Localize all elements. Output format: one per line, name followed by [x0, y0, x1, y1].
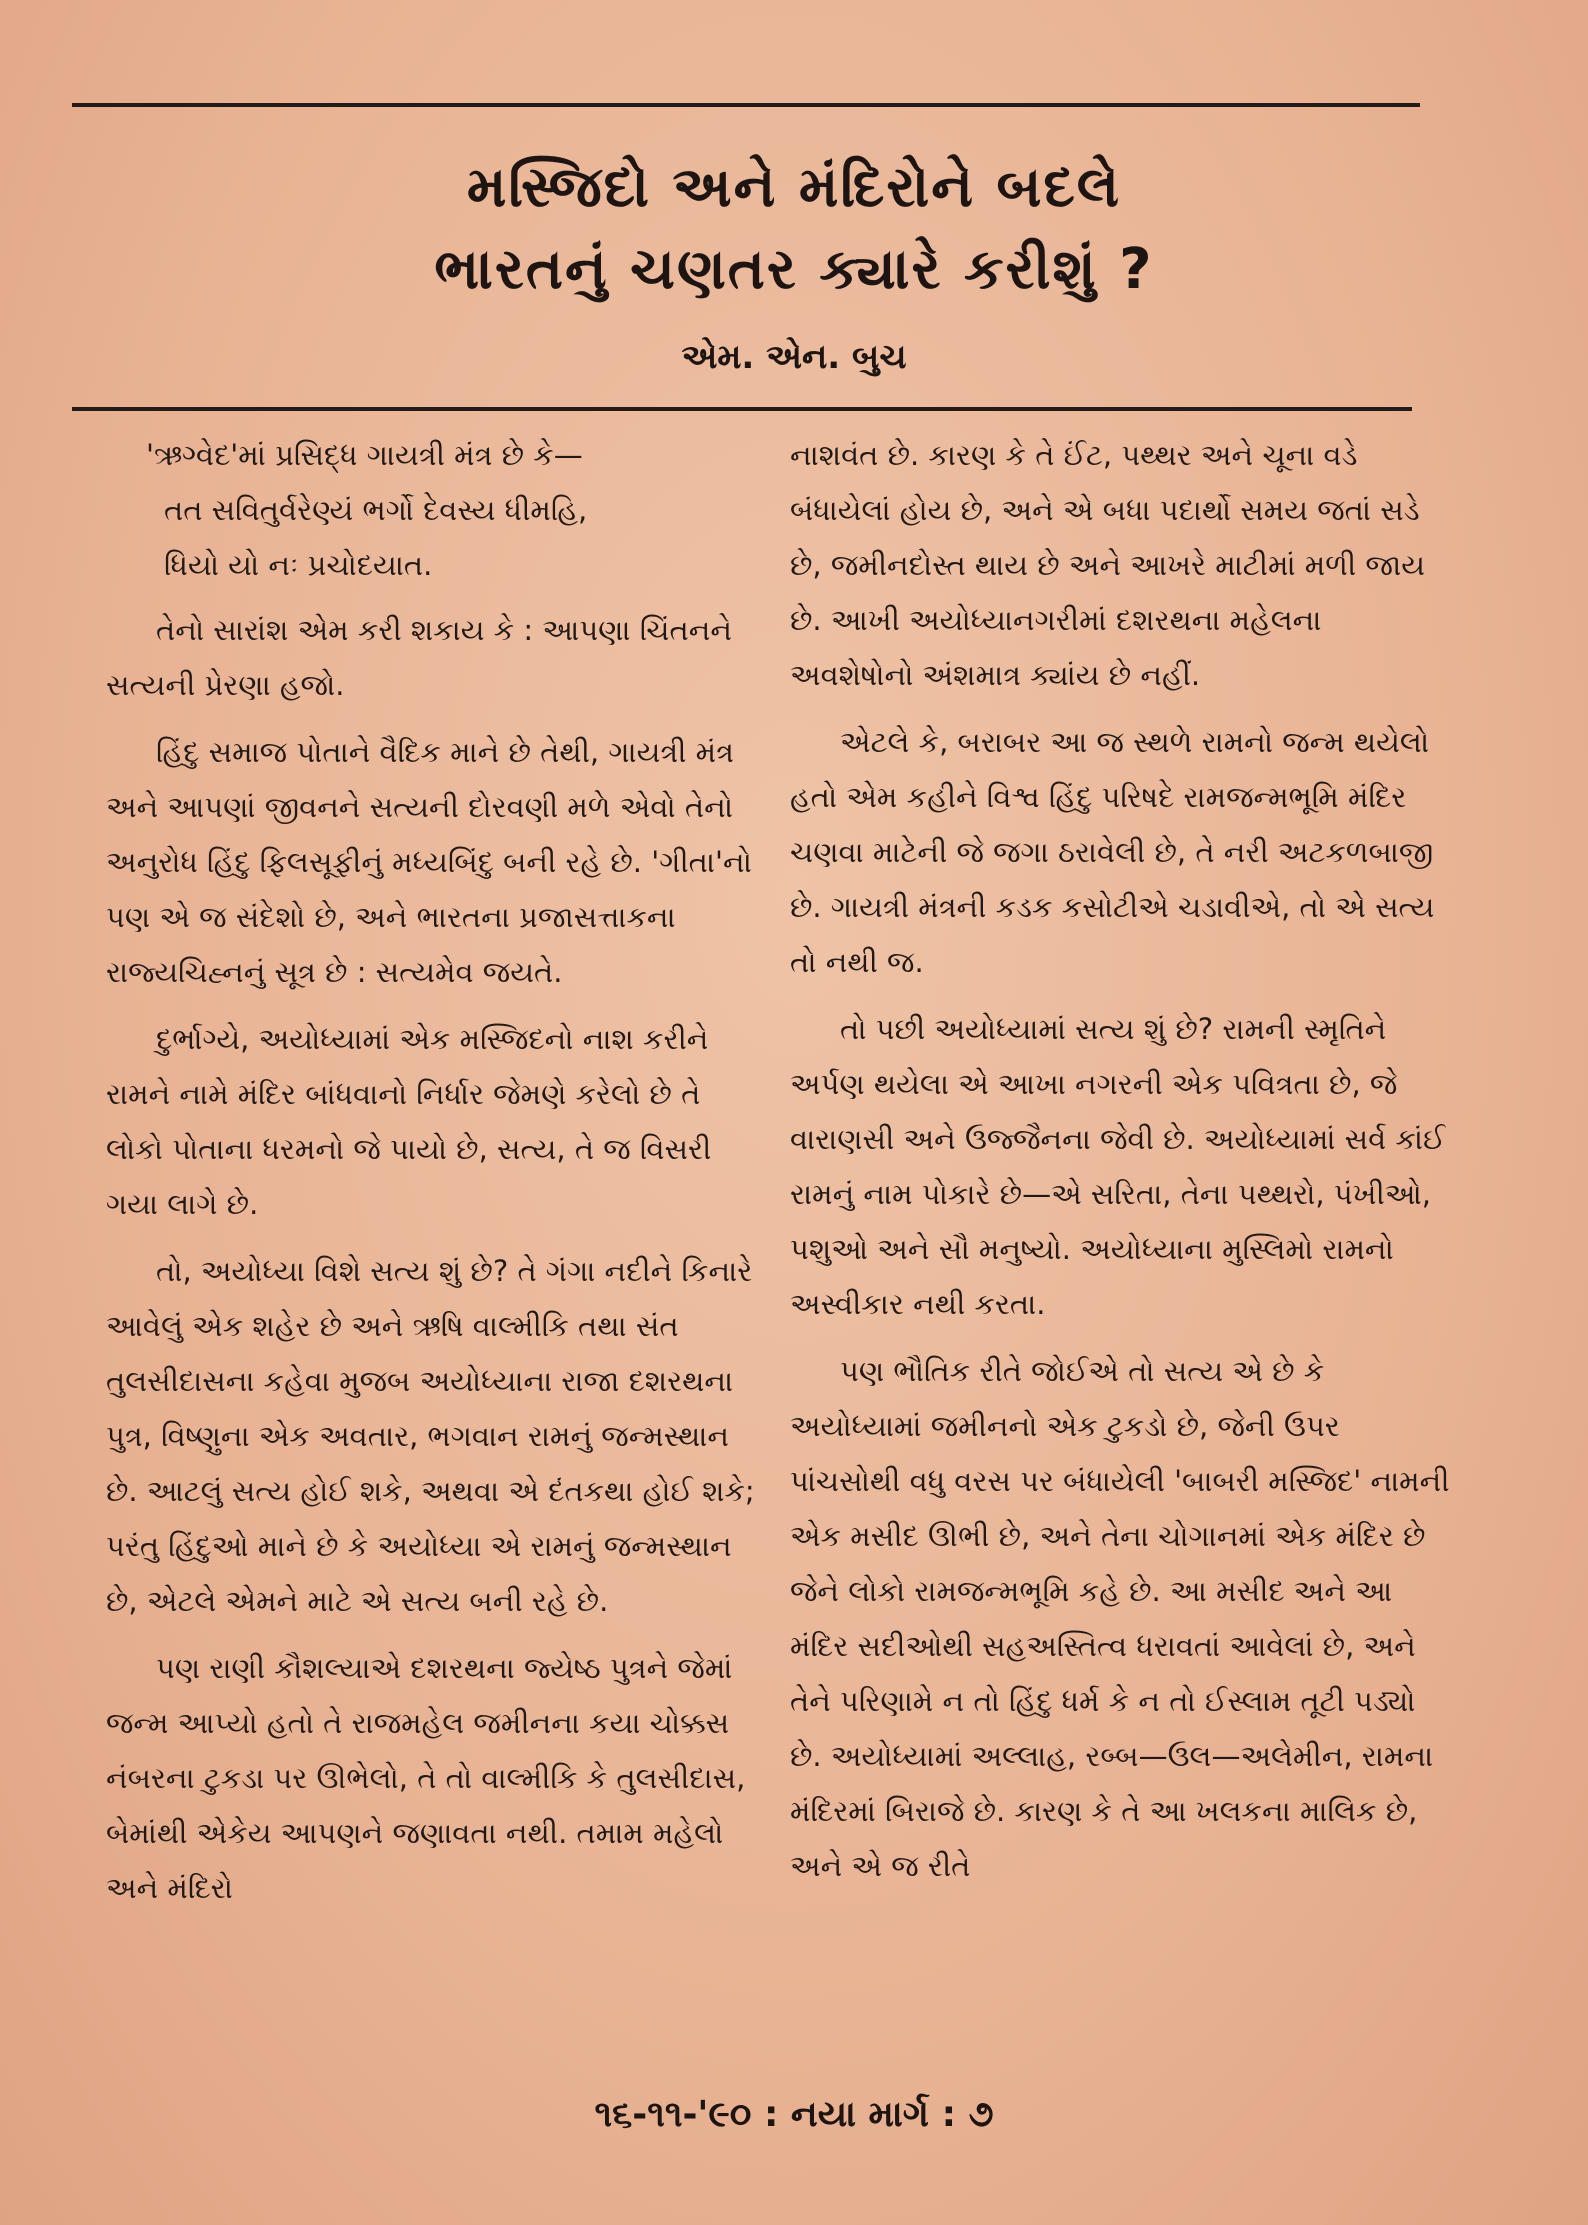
- paragraph: 'ઋગ્વેદ'માં પ્રસિદ્ધ ગાયત્રી મંત્ર છે કે—: [146, 438, 583, 472]
- top-rule: [72, 103, 1420, 107]
- article-title-line-2: ભારતનું ચણતર ક્યારે કરીશું ?: [434, 237, 1154, 302]
- page-footer: ૧૬-૧૧-'૯૦ : નયા માર્ગ : ૭: [594, 2094, 994, 2135]
- left-column: [106, 428, 766, 1928]
- paragraph: તો, અયોધ્યા વિશે સત્ય શું છે? તે ગંગા નદીને કિનારે આવેલું એક શહેર છે અને ઋષિ વાલ્મીકિ તથા સંત તુલસીદાસના કહેવા મુજબ અયોધ્યાના રાજા દશરથના પુત્ર, વિષ્ણુના એક અવતાર, ભગવાન રામનું જન્મસ્થાન છે. આટલું સત્ય હોઈ શકે, અથવા એ દંતકથા હોઈ શકે; પરંતુ હિંદુઓ માને છે કે અયોધ્યા એ રામનું જન્મસ્થાન છે, એટલે એમને માટે એ સત્ય બની રહે છે.: [106, 1254, 755, 1618]
- paragraph: એટલે કે, બરાબર આ જ સ્થળે રામનો જન્મ થયેલો હતો એમ કહીને વિશ્વ હિંદુ પરિષદે રામજન્મભૂમિ મંદિર ચણવા માટેની જે જગા ઠરાવેલી છે, તે નરી અટકળબાજી છે. ગાયત્રી મંત્રની કડક કસોટીએ ચડાવીએ, તો એ સત્ય તો નથી જ.: [790, 725, 1435, 979]
- verse-line: તત સવિતુર્વરેણ્યં ભર્ગો દેવસ્ય ધીમહિ,: [164, 493, 588, 527]
- right-column: [790, 428, 1450, 1906]
- paragraph: તેનો સારાંશ એમ કરી શકાય કે : આપણા ચિંતનને સત્યની પ્રેરણા હજો.: [106, 613, 732, 702]
- paragraph: હિંદુ સમાજ પોતાને વૈદિક માને છે તેથી, ગાયત્રી મંત્ર અને આપણાં જીવનને સત્યની દોરવણી મળે એવો તેનો અનુરોધ હિંદુ ફિલસૂફીનું મધ્યબિંદુ બની રહે છે. 'ગીતા'નો પણ એ જ સંદેશો છે, અને ભારતના પ્રજાસત્તાકના રાજ્યચિહ્નનું સૂત્ર છે : સત્યમેવ જયતે.: [106, 735, 752, 989]
- article-title-line-1: મસ્જિદો અને મંદિરોને બદલે: [466, 155, 1122, 220]
- paragraph: નાશવંત છે. કારણ કે તે ઈંટ, પથ્થર અને ચૂના વડે બંધાયેલાં હોય છે, અને એ બધા પદાર્થો સમય જતાં સડે છે, જમીનદોસ્ત થાય છે અને આખરે માટીમાં મળી જાય છે. આખી અયોધ્યાનગરીમાં દશરથના મહેલના અવશેષોનો અંશમાત્ર ક્યાંય છે નહીં.: [790, 438, 1425, 692]
- paragraph: દુર્ભાગ્યે, અયોધ્યામાં એક મસ્જિદનો નાશ કરીને રામને નામે મંદિર બાંધવાનો નિર્ધાર જેમણે કરેલો છે તે લોકો પોતાના ધરમનો જે પાયો છે, સત્ય, તે જ વિસરી ગયા લાગે છે.: [106, 1022, 712, 1221]
- paragraph: પણ ભૌતિક રીતે જોઈએ તો સત્ય એ છે કે અયોધ્યામાં જમીનનો એક ટુકડો છે, જેની ઉપર પાંચસોથી વધુ વરસ પર બંધાયેલી 'બાબરી મસ્જિદ' નામની એક મસીદ ઊભી છે, અને તેના ચોગાનમાં એક મંદિર છે જેને લોકો રામજન્મભૂમિ કહે છે. આ મસીદ અને આ મંદિર સદીઓથી સહઅસ્તિત્વ ધરાવતાં આવેલાં છે, અને તેને પરિણામે ન તો હિંદુ ધર્મ કે ન તો ઈસ્લામ તૂટી પડ્યો છે. અયોધ્યામાં અલ્લાહ, રબ્બ—ઉલ—અલેમીન, રામના મંદિરમાં બિરાજે છે. કારણ કે તે આ ખલકના માલિક છે, અને એ જ રીતે: [790, 1354, 1450, 1883]
- header-rule: [72, 407, 1412, 411]
- paragraph: તો પછી અયોધ્યામાં સત્ય શું છે? રામની સ્મૃતિને અર્પણ થયેલા એ આખા નગરની એક પવિત્રતા છે, જે વારાણસી અને ઉજ્જૈનના જેવી છે. અયોધ્યામાં સર્વ કાંઈ રામનું નામ પોકારે છે—એ સરિતા, તેના પથ્થરો, પંખીઓ, પશુઓ અને સૌ મનુષ્યો. અયોધ્યાના મુસ્લિમો રામનો અસ્વીકાર નથી કરતા.: [790, 1012, 1446, 1321]
- paragraph: પણ રાણી કૌશલ્યાએ દશરથના જ્યેષ્ઠ પુત્રને જેમાં જન્મ આપ્યો હતો તે રાજમહેલ જમીનના કયા ચોક્કસ નંબરના ટુકડા પર ઊભેલો, તે તો વાલ્મીકિ કે તુલસીદાસ, બેમાંથી એકેય આપણને જણાવતા નથી. તમામ મહેલો અને મંદિરો: [106, 1651, 746, 1905]
- article-author: એમ. એન. બુચ: [681, 337, 907, 377]
- verse-line: ધિયો યો નઃ પ્રચોદયાત.: [164, 548, 433, 582]
